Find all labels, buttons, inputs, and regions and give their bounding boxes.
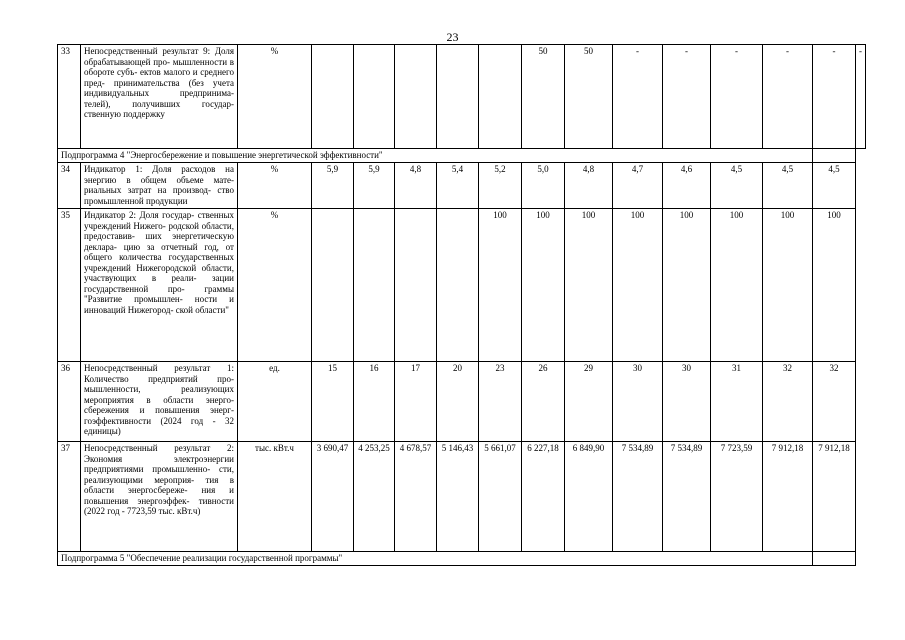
value-cell: 4 678,57 (395, 442, 437, 552)
value-cell: 26 (522, 362, 565, 442)
value-cell: 7 534,89 (663, 442, 711, 552)
value-cell (437, 209, 479, 362)
subprogram-title: Подпрограмма 5 "Обеспечение реализации государственной программы" (58, 552, 813, 566)
subprogram-title: Подпрограмма 4 "Энергосбережение и повышение энергетической эффективности" (58, 149, 813, 163)
indicator-description: Непосредственный результат 2: Экономия электроэнергии предприятиями промышленно- сти, реализующими мероприя- тия в области энергосбереже- ния и повышения энергоэффек- тивности (2022 год - 7723,59 тыс. кВт.ч) (81, 442, 238, 552)
value-cell: 100 (813, 209, 856, 362)
indicator-description: Индикатор 2: Доля государ- ственных учреждений Нижего- родской области, предоставив- ших энергетическую деклара- цию за отчетный год, от общего количества государственных учреждений Нижегородской области, участвующих в реали- зации государственной про- граммы "Развитие промышлен- ности и инноваций Нижегород- ской области" (81, 209, 238, 362)
value-cell: 4,5 (711, 163, 763, 209)
empty-cell (813, 149, 856, 163)
value-cell: 29 (565, 362, 613, 442)
value-cell: 23 (479, 362, 522, 442)
value-cell: - (663, 45, 711, 149)
value-cell: 7 723,59 (711, 442, 763, 552)
row-number: 33 (58, 45, 81, 149)
table-row (58, 163, 866, 209)
value-cell: 30 (613, 362, 663, 442)
row-number: 36 (58, 362, 81, 442)
value-cell: 5 661,07 (479, 442, 522, 552)
value-cell: 100 (663, 209, 711, 362)
value-cell: 100 (479, 209, 522, 362)
value-cell: 100 (711, 209, 763, 362)
value-cell: 3 690,47 (312, 442, 354, 552)
value-cell: 4,6 (663, 163, 711, 209)
value-cell: - (613, 45, 663, 149)
value-cell: 30 (663, 362, 711, 442)
value-cell: 4,8 (395, 163, 437, 209)
value-cell (437, 45, 479, 149)
value-cell: 6 227,18 (522, 442, 565, 552)
value-cell: 100 (613, 209, 663, 362)
row-number: 37 (58, 442, 81, 552)
value-cell: 100 (565, 209, 613, 362)
value-cell: 4 253,25 (354, 442, 395, 552)
value-cell: 5,0 (522, 163, 565, 209)
indicators-table (57, 44, 866, 566)
table-row (58, 362, 866, 442)
value-cell: - (763, 45, 813, 149)
value-cell: 5,9 (354, 163, 395, 209)
value-cell (354, 209, 395, 362)
value-cell: - (856, 45, 866, 149)
value-cell (312, 209, 354, 362)
value-cell: 50 (522, 45, 565, 149)
empty-cell (813, 552, 856, 566)
value-cell: 100 (522, 209, 565, 362)
value-cell: 4,5 (813, 163, 856, 209)
value-cell: 5,4 (437, 163, 479, 209)
value-cell: 7 534,89 (613, 442, 663, 552)
value-cell: 5 146,43 (437, 442, 479, 552)
table-row (58, 209, 866, 362)
value-cell: 6 849,90 (565, 442, 613, 552)
row-number: 34 (58, 163, 81, 209)
value-cell: 5,2 (479, 163, 522, 209)
indicator-description: Индикатор 1: Доля расходов на энергию в общем объеме мате- риальных затрат на производ- ство промышленной продукции (81, 163, 238, 209)
value-cell: 15 (312, 362, 354, 442)
value-cell: 5,9 (312, 163, 354, 209)
indicator-description: Непосредственный результат 9: Доля обрабатывающей про- мышленности в обороте субъ- ектов малого и среднего пред- принимательства (без учета индивидуальных предпринима- телей), получивших государ- ственную поддержку (81, 45, 238, 149)
unit-cell: ед. (238, 362, 312, 442)
subprogram-row (58, 149, 866, 163)
value-cell: 32 (763, 362, 813, 442)
value-cell: 4,5 (763, 163, 813, 209)
value-cell (395, 45, 437, 149)
subprogram-row (58, 552, 866, 566)
value-cell: 7 912,18 (813, 442, 856, 552)
value-cell: 4,7 (613, 163, 663, 209)
value-cell (395, 209, 437, 362)
row-number: 35 (58, 209, 81, 362)
page-number: 23 (446, 30, 459, 44)
table-row (58, 45, 866, 149)
value-cell: - (711, 45, 763, 149)
value-cell (354, 45, 395, 149)
unit-cell: % (238, 209, 312, 362)
value-cell: 31 (711, 362, 763, 442)
value-cell: 17 (395, 362, 437, 442)
unit-cell: % (238, 45, 312, 149)
value-cell: 7 912,18 (763, 442, 813, 552)
value-cell: - (813, 45, 856, 149)
value-cell: 4,8 (565, 163, 613, 209)
indicator-description: Непосредственный результат 1: Количество предприятий про- мышленности, реализующих мероприятия в области энерго- сбережения и повышения энерг- гоэффективности (2024 год - 32 единицы) (81, 362, 238, 442)
value-cell: 20 (437, 362, 479, 442)
value-cell: 32 (813, 362, 856, 442)
table-row (58, 442, 866, 552)
value-cell: 50 (565, 45, 613, 149)
value-cell (312, 45, 354, 149)
value-cell: 100 (763, 209, 813, 362)
value-cell: 16 (354, 362, 395, 442)
unit-cell: тыс. кВт.ч (238, 442, 312, 552)
unit-cell: % (238, 163, 312, 209)
value-cell (479, 45, 522, 149)
